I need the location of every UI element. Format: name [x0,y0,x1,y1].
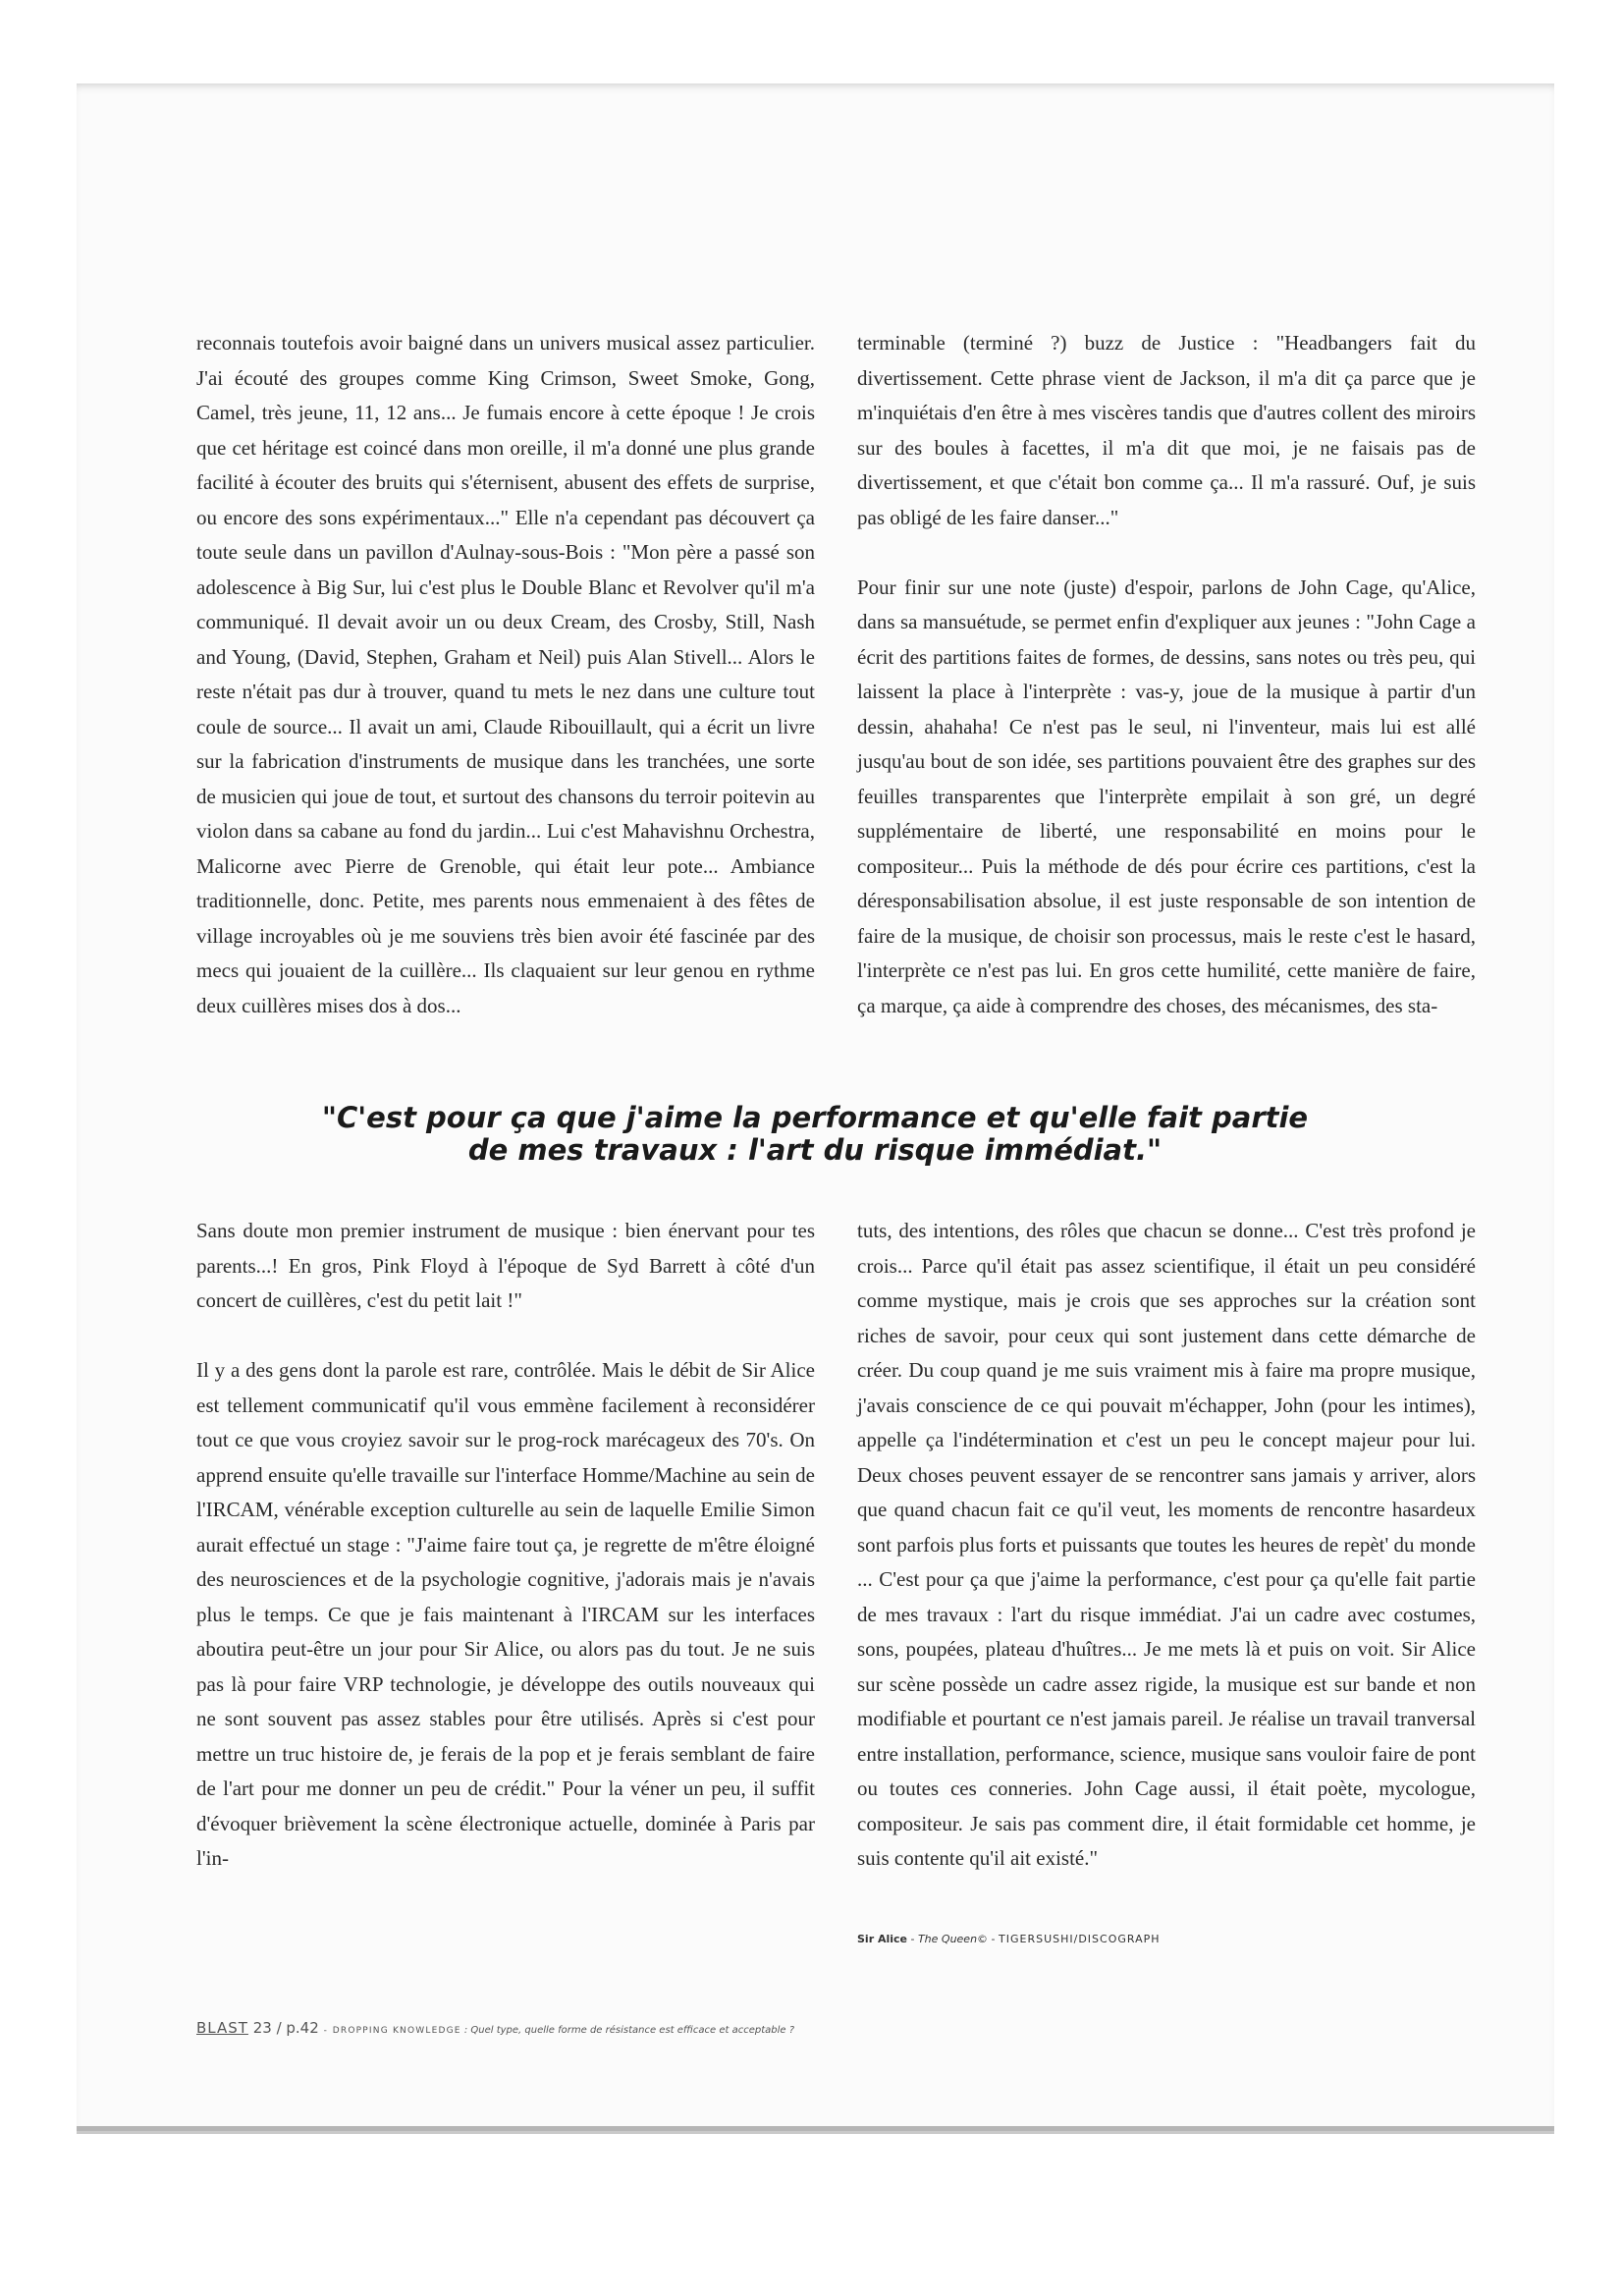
caption-labels: TIGERSUSHI/DISCOGRAPH [999,1933,1161,1945]
page-footer [196,2019,1375,2037]
caption-artist: Sir Alice [857,1933,907,1945]
footer-dash: - [323,2026,329,2036]
paragraph: Il y a des gens dont la parole est rare, contrôlée. Mais le débit de Sir Alice est tellement communicatif qu'il vous emmène facilement à reconsidérer tout ce que vous croyiez savoir sur le prog-rock marécageux des 70's. On apprend ensuite qu'elle travaille sur l'interface Homme/Machine au sein de l'IRCAM, vénérable exception culturelle au sein de laquelle Emilie Simon aurait effectué un stage : "J'aime faire tout ça, je regrette de m'être éloigné des neurosciences et de la psychologie cognitive, j'adorais mais je n'avais plus le temps. Ce que je fais maintenant à l'IRCAM sur les interfaces aboutira peut-être un jour pour Sir Alice, ou alors pas du tout. Je ne suis pas là pour faire VRP technologie, je développe des outils nouveaux qui ne sont souvent pas assez stables pour être utilisés. Après si c'est pour mettre un truc histoire de, je ferais de la pop et je ferais semblant de faire de l'art pour me donner un peu de crédit." Pour la véner un peu, il suffit d'évoquer brièvement la scène électronique actuelle, dominée à Paris par l'in- [196,1358,815,1870]
paragraph: tuts, des intentions, des rôles que chacun se donne... C'est très profond je crois... Parce qu'il était pas assez scientifique, il était un peu considéré comme mystique, mais je crois que ses approches sur la création sont riches de savoir, pour ceux qui sont justement dans cette démarche de créer. Du coup quand je me suis vraiment mis à faire ma propre musique, j'avais conscience de ce qui pouvait m'échapper, John (pour les intimes), appelle ça l'indétermination et c'est un peu le concept majeur pour lui. Deux choses peuvent essayer de se rencontrer sans jamais y arriver, alors que quand chacun fait ce qu'il veut, les moments de rencontre hasardeux sont parfois plus forts et puissants que toutes les heures de repèt' du monde ... C'est pour ça que j'aime la performance, c'est pour ça qu'elle fait partie de mes travaux : l'art du risque immédiat. J'ai un cadre avec costumes, sons, poupées, plateau d'huîtres... Je me mets là et puis on voit. Sir Alice sur scène possède un cadre assez rigide, la musique est sur bande et non modifiable et pourtant ce n'est jamais pareil. Je réalise un travail tranversal entre installation, performance, science, musique sans vouloir faire de pont ou toutes ces conneries. John Cage aussi, il était poète, mycologue, compositeur. Je sais pas comment dire, il était formidable cet homme, je suis contente qu'il ait existé." [857,1219,1476,1870]
pull-quote [177,1102,1453,1167]
section-name: DROPPING KNOWLEDGE [332,2026,461,2036]
paragraph: terminable (terminé ?) buzz de Justice : "Headbangers fait du divertissement. Cette phrase vient de Jackson, il m'a dit ça parce que je m'inquiétais d'en être à mes viscères tandis que d'autres collent des miroirs sur des boules à facettes, il m'a dit que moi, je ne faisais pas de divertissement, et que c'était bon comme ça... Il m'a rassuré. Ouf, je suis pas obligé de les faire danser..." [857,331,1476,529]
column-bottom-left [196,1214,815,1877]
column-bottom-right [857,1214,1476,1877]
pull-quote-line: "C'est pour ça que j'aime la performance et qu'elle fait partie [321,1101,1309,1134]
caption-album: The Queen© [917,1933,989,1945]
album-caption [857,1933,1476,1945]
column-top-left [196,326,815,1023]
caption-separator: - [988,1933,1000,1945]
paragraph: Sans doute mon premier instrument de musique : bien énervant pour tes parents...! En gros, Pink Floyd à l'époque de Syd Barrett à côté d'un concert de cuillères, c'est du petit lait !" [196,1219,815,1312]
paragraph: Pour finir sur une note (juste) d'espoir, parlons de John Cage, qu'Alice, dans sa mansuétude, se permet enfin d'expliquer aux jeunes : "John Cage a écrit des partitions faites de formes, de dessins, sans notes ou très peu, qui laissent la place à l'interprète : vas-y, joue de la musique à partir d'un dessin, ahahaha! Ce n'est pas le seul, ni l'inventeur, mais lui est allé jusqu'au bout de son idée, ses partitions pouvaient être des graphes sur des feuilles transparentes que l'interprète empilait à son gré, un degré supplémentaire de liberté, une responsabilité en moins pour le compositeur... Puis la méthode de dés pour écrire ces partitions, c'est la déresponsabilisation absolue, il est juste responsable de son intention de faire de la musique, de choisir son processus, mais le reste c'est le hasard, l'interprète ce n'est pas lui. En gros cette humilité, cette manière de faire, ça marque, ça aide à comprendre des choses, des mécanismes, des sta- [857,574,1476,1017]
section-question: Quel type, quelle forme de résistance est efficace et acceptable ? [470,2025,795,2036]
column-top-right [857,326,1476,1023]
footer-colon: : [460,2025,471,2036]
page-edge [77,2126,1554,2131]
paragraph: reconnais toutefois avoir baigné dans un univers musical assez particulier. J'ai écouté des groupes comme King Crimson, Sweet Smoke, Gong, Camel, très jeune, 11, 12 ans... Je fumais encore à cette époque ! Je crois que cet héritage est coincé dans mon oreille, il m'a donné une plus grande facilité à écouter des bruits qui s'éternisent, abusent des effets de surprise, ou encore des sons expérimentaux..." Elle n'a cependant pas découvert ça toute seule dans un pavillon d'Aulnay-sous-Bois : "Mon père a passé son adolescence à Big Sur, lui c'est plus le Double Blanc et Revolver qu'il m'a communiqué. Il devait avoir un ou deux Cream, des Crosby, Still, Nash and Young, (David, Stephen, Graham et Neil) puis Alan Stivell... Alors le reste n'était pas dur à trouver, quand tu mets le nez dans une culture tout coule de source... Il avait un ami, Claude Ribouillault, qui a écrit un livre sur la fabrication d'instruments de musique dans les tranchées, une sorte de musicien qui joue de tout, et surtout des chansons du terroir poitevin au violon dans sa cabane au fond du jardin... Lui c'est Mahavishnu Orchestra, Malicorne avec Pierre de Grenoble, qui était leur pote... Ambiance traditionnelle, donc. Petite, mes parents nous emmenaient à des fêtes de village incroyables où je me souviens très bien avoir été fascinée par des mecs qui jouaient de la cuillère... Ils claquaient sur leur genou en rythme deux cuillères mises dos à dos... [196,331,815,1017]
magazine-name: BLAST [196,2019,248,2037]
caption-separator: - [906,1933,918,1945]
issue-page: 23 / p.42 [252,2019,319,2037]
pull-quote-line: de mes travaux : l'art du risque immédiat." [467,1133,1162,1167]
